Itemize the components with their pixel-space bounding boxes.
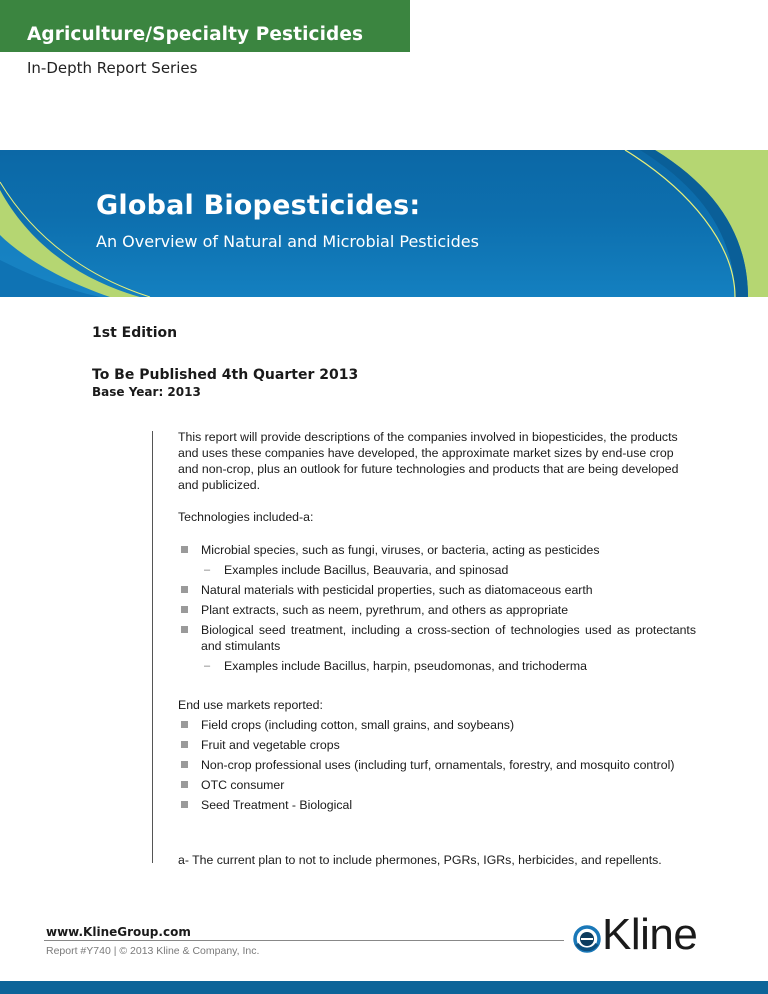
kline-globe-icon	[572, 924, 602, 954]
report-title: Global Biopesticides:	[96, 190, 421, 221]
list-item: Plant extracts, such as neem, pyrethrum, and others as appropriate	[178, 602, 696, 618]
square-bullet-icon	[181, 546, 188, 553]
content-vertical-rule	[152, 431, 153, 863]
report-copyright: Report #Y740 | © 2013 Kline & Company, Inc.	[46, 945, 260, 957]
list-item: OTC consumer	[178, 777, 696, 793]
footer-divider	[44, 940, 564, 941]
footer-color-bar	[0, 981, 768, 994]
title-banner	[0, 150, 768, 297]
list-item: Fruit and vegetable crops	[178, 737, 696, 753]
square-bullet-icon	[181, 606, 188, 613]
list-subitem: – Examples include Bacillus, harpin, pseudomonas, and trichoderma	[204, 659, 587, 673]
list-item: Natural materials with pesticidal properties, such as diatomaceous earth	[178, 582, 696, 598]
list-item: Non-crop professional uses (including turf, ornamentals, forestry, and mosquito control)	[178, 757, 696, 773]
square-bullet-icon	[181, 721, 188, 728]
technologies-heading: Technologies included-a:	[178, 510, 314, 524]
dash-bullet-icon: –	[204, 660, 211, 672]
report-subtitle: An Overview of Natural and Microbial Pesticides	[96, 232, 479, 251]
square-bullet-icon	[181, 801, 188, 808]
square-bullet-icon	[181, 741, 188, 748]
dash-bullet-icon: –	[204, 564, 211, 576]
intro-paragraph: This report will provide descriptions of the companies involved in biopesticides, the products and uses these companies have developed, the approximate market sizes by end-use crop and non-crop, plus an outlook for future technologies and products that are being developed and publicized.	[178, 430, 679, 492]
footnote: a- The current plan to not to include phermones, PGRs, IGRs, herbicides, and repellents.	[178, 853, 662, 867]
end-use-list	[178, 717, 696, 813]
series-title: Agriculture/Specialty Pesticides	[27, 24, 364, 45]
kline-logo	[572, 910, 697, 960]
end-use-heading: End use markets reported:	[178, 698, 323, 712]
edition-label: 1st Edition	[92, 325, 178, 341]
website-link[interactable]: www.KlineGroup.com	[46, 925, 191, 939]
square-bullet-icon	[181, 761, 188, 768]
list-item: Seed Treatment - Biological	[178, 797, 696, 813]
series-subtitle: In-Depth Report Series	[27, 59, 198, 77]
list-item: Field crops (including cotton, small grains, and soybeans)	[178, 717, 696, 733]
square-bullet-icon	[181, 626, 188, 633]
base-year: Base Year: 2013	[92, 385, 201, 399]
kline-wordmark: Kline	[602, 910, 698, 959]
list-item: Microbial species, such as fungi, viruses, or bacteria, acting as pesticides	[178, 542, 696, 558]
publish-date: To Be Published 4th Quarter 2013	[92, 367, 359, 383]
technologies-list	[178, 542, 696, 674]
square-bullet-icon	[181, 781, 188, 788]
list-item: Biological seed treatment, including a cross-section of technologies used as protectants and stimulants	[178, 622, 696, 654]
list-subitem: – Examples include Bacillus, Beauvaria, and spinosad	[204, 563, 509, 577]
banner-swoosh-graphic	[0, 150, 768, 297]
square-bullet-icon	[181, 586, 188, 593]
